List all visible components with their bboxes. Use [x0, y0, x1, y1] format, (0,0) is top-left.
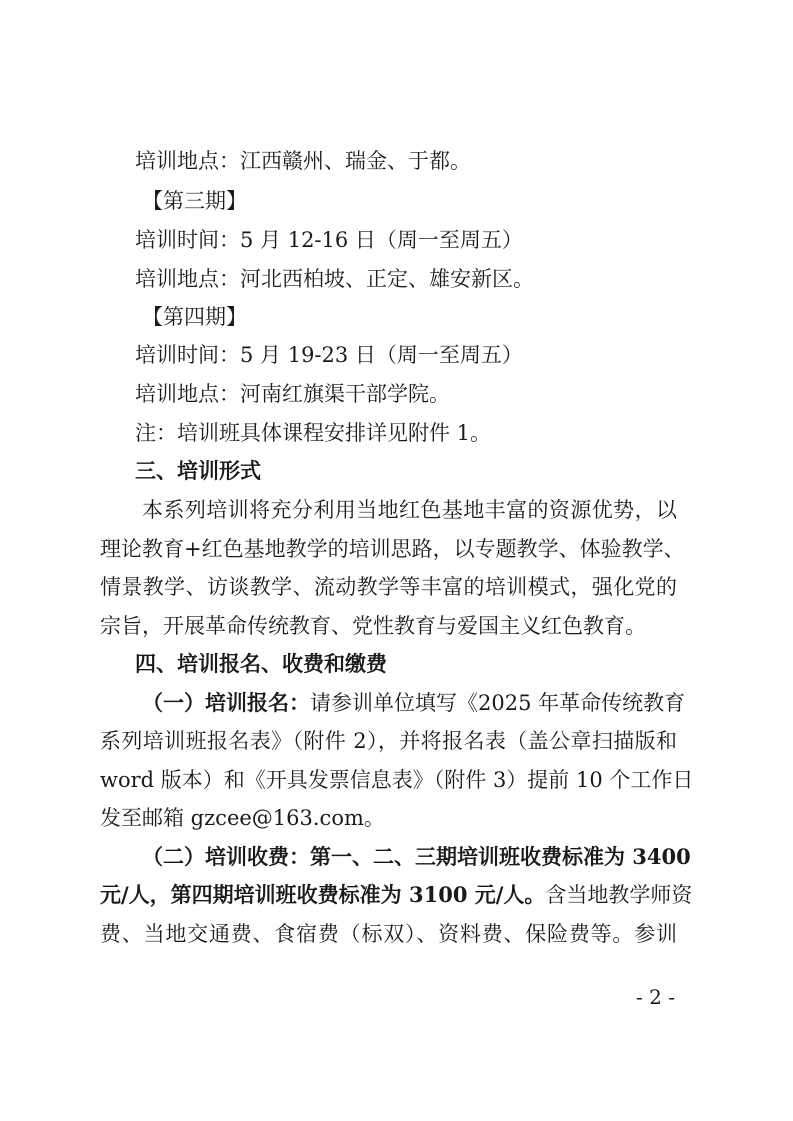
training-time-period-3: 培训时间：5 月 12-16 日（周一至周五） [135, 228, 523, 252]
training-location-period-4: 培训地点：河南红旗渠干部学院。 [135, 382, 450, 406]
paragraph-line: 宗旨，开展革命传统教育、党性教育与爱国主义红色教育。 [100, 614, 646, 638]
email-line: 发至邮箱 gzcee@163.com。 [100, 806, 385, 830]
period-4-heading: 【第四期】 [142, 305, 247, 329]
fee-line [142, 842, 691, 872]
paragraph-line: 费、当地交通费、食宿费（标双）、资料费、保险费等。参训 [100, 922, 677, 946]
training-location-period-2: 培训地点：江西赣州、瑞金、于都。 [135, 149, 471, 173]
paragraph-line: 本系列培训将充分利用当地红色基地丰富的资源优势，以 [142, 498, 677, 522]
fee-text: 第一、二、三期培训班收费标准为 3400 [310, 844, 691, 869]
course-note: 注：培训班具体课程安排详见附件 1。 [135, 421, 492, 445]
fee-label: （二）培训收费： [142, 845, 310, 869]
fee-line-2 [100, 880, 692, 910]
fee-includes: 含当地教学师资 [545, 883, 693, 907]
training-time-period-4: 培训时间：5 月 19-23 日（周一至周五） [135, 343, 523, 367]
page-number: - 2 - [636, 985, 675, 1009]
training-location-period-3: 培训地点：河北西柏坡、正定、雄安新区。 [135, 267, 534, 291]
paragraph-line: 情景教学、访谈教学、流动教学等丰富的培训模式，强化党的 [100, 575, 677, 599]
fee-standard-bold: 元/人，第四期培训班收费标准为 3100 元/人。 [100, 882, 546, 907]
section-3-heading: 三、培训形式 [135, 459, 261, 483]
paragraph-line: 理论教育+红色基地教学的培训思路，以专题教学、体验教学、 [100, 537, 685, 561]
paragraph-line: word 版本）和《开具发票信息表》（附件 3）提前 10 个工作日 [100, 768, 694, 792]
registration-line [142, 688, 685, 718]
section-4-heading: 四、培训报名、收费和缴费 [135, 652, 387, 676]
registration-label: （一）培训报名： [142, 691, 310, 715]
period-3-heading: 【第三期】 [142, 189, 247, 213]
paragraph-line: 系列培训班报名表》（附件 2），并将报名表（盖公章扫描版和 [100, 729, 677, 753]
registration-text: 请参训单位填写《2025 年革命传统教育 [310, 691, 686, 715]
